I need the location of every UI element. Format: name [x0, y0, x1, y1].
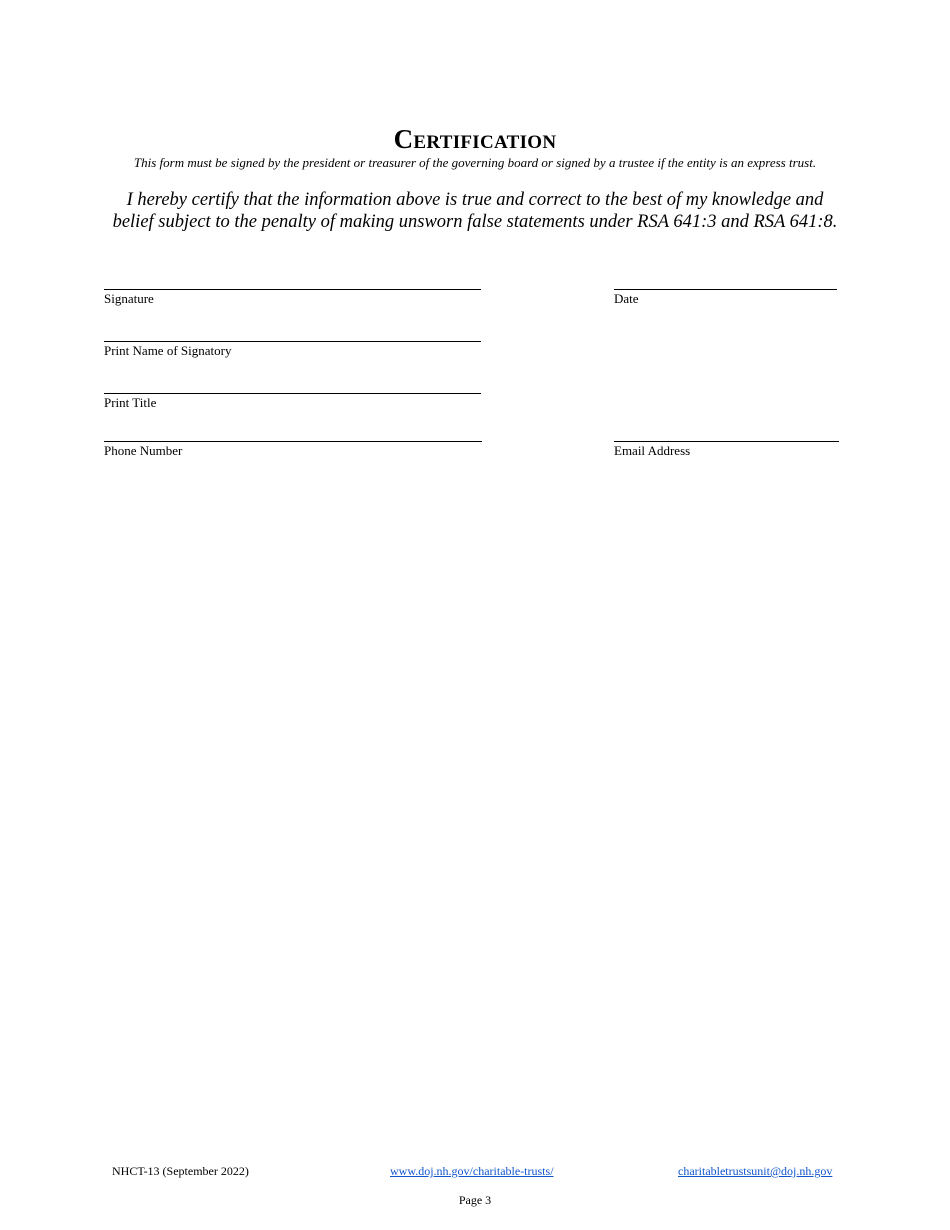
- email-field[interactable]: [614, 441, 839, 459]
- statement-line-1: I hereby certify that the information above is true and correct to the best of my knowledge and: [126, 190, 824, 210]
- print-title-label: Print Title: [104, 395, 157, 410]
- signature-line[interactable]: [104, 289, 481, 290]
- email-link[interactable]: charitabletrustsunit@doj.nh.gov: [678, 1164, 833, 1178]
- signature-label: Signature: [104, 291, 154, 306]
- phone-line[interactable]: [104, 441, 482, 442]
- print-name-label: Print Name of Signatory: [104, 343, 232, 358]
- page-title: Certification: [393, 124, 557, 154]
- page-subtitle: This form must be signed by the president or treasurer of the governing board or signed by a trustee if the entity is an express trust.: [133, 155, 817, 170]
- signature-field[interactable]: [104, 289, 481, 307]
- email-line[interactable]: [614, 441, 839, 442]
- phone-label: Phone Number: [104, 443, 183, 458]
- form-id: NHCT-13 (September 2022): [112, 1164, 249, 1178]
- print-name-field[interactable]: [104, 341, 481, 359]
- print-title-field[interactable]: [104, 393, 481, 411]
- print-title-line[interactable]: [104, 393, 481, 394]
- email-label: Email Address: [614, 443, 691, 458]
- statement-line-2: belief subject to the penalty of making unsworn false statements under RSA 641:3 and RSA 641:8.: [112, 212, 838, 232]
- print-name-line[interactable]: [104, 341, 481, 342]
- date-line[interactable]: [614, 289, 837, 290]
- phone-field[interactable]: [104, 441, 482, 459]
- date-label: Date: [614, 291, 639, 306]
- date-field[interactable]: [614, 289, 837, 307]
- website-link[interactable]: www.doj.nh.gov/charitable-trusts/: [390, 1164, 554, 1178]
- page-number: Page 3: [458, 1193, 492, 1207]
- certification-statement: [80, 189, 870, 233]
